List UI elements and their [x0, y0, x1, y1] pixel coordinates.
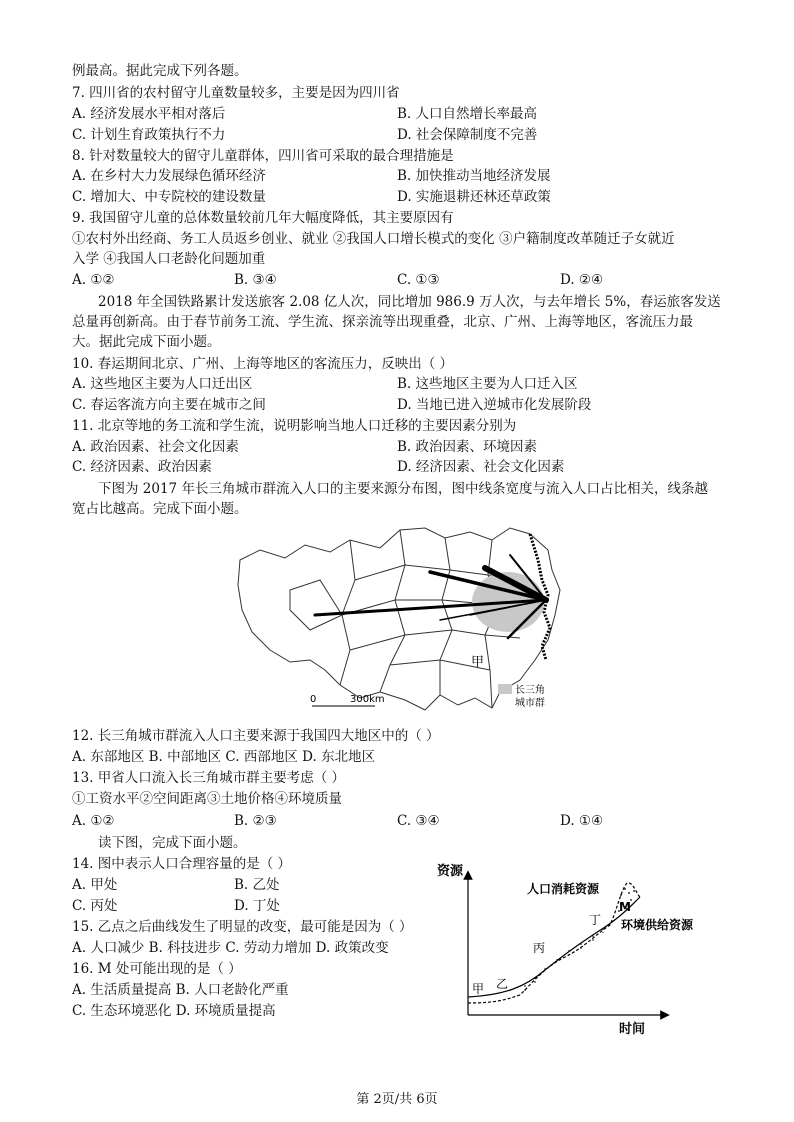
q7-option-b: B. 人口自然增长率最高: [397, 106, 538, 122]
q13-option-b: B. ②③: [234, 813, 277, 829]
q11-option-a: A. 政治因素、社会文化因素: [72, 439, 239, 455]
passage2-line1: 2018 年全国铁路累计发送旅客 2.08 亿人次，同比增加 986.9 万人次，与去年增长 5%，春运旅客发送: [98, 294, 721, 310]
passage4: 读下图，完成下面小题。: [98, 835, 247, 851]
q11-option-b: B. 政治因素、环境因素: [397, 439, 538, 455]
q16-options-ab: A. 生活质量提高 B. 人口老龄化严重: [72, 982, 289, 998]
q10-option-a: A. 这些地区主要为人口迁出区: [72, 376, 253, 392]
label-consume: 人口消耗资源: [527, 882, 600, 896]
q8-option-d: D. 实施退耕还林还草政策: [397, 189, 551, 205]
q8-stem: 8. 针对数量较大的留守儿童群体，四川省可采取的最合理措施是: [72, 148, 454, 164]
map-scale-label: 300km: [350, 694, 385, 705]
q13-statements: ①工资水平②空间距离③土地价格④环境质量: [72, 791, 342, 807]
passage3-line2: 宽占比越高。完成下面小题。: [72, 501, 248, 517]
x-axis-label: 时间: [619, 1022, 646, 1037]
migration-map: [230, 520, 610, 720]
q9-option-d: D. ②④: [560, 272, 604, 288]
q11-option-d: D. 经济因素、社会文化因素: [397, 459, 565, 475]
q7-stem: 7. 四川省的农村留守儿童数量较多，主要是因为四川省: [72, 85, 400, 101]
label-supply: 环境供给资源: [621, 918, 694, 932]
passage3-line1: 下图为 2017 年长三角城市群流入人口的主要来源分布图，图中线条宽度与流入人口占比相关，线条越: [98, 481, 708, 497]
q14-stem: 14. 图中表示人口合理容量的是（ ）: [72, 856, 292, 872]
q14-option-a: A. 甲处: [72, 877, 118, 893]
resource-graph: [435, 855, 725, 1040]
consume-curve: [468, 883, 640, 1003]
point-ding: 丁: [589, 913, 602, 927]
map-province-border: [350, 630, 520, 650]
point-bing: 丙: [533, 941, 546, 955]
q15-stem: 15. 乙点之后曲线发生了明显的改变，最可能是因为（ ）: [72, 919, 413, 935]
q13-stem: 13. 甲省人口流入长三角城市群主要考虑（ ）: [72, 770, 346, 786]
q9-statements-line1: ①农村外出经商、务工人员返乡创业、就业 ②我国人口增长模式的变化 ③户籍制度改革随迁子女就近: [72, 231, 675, 247]
q9-option-c: C. ①③: [397, 272, 440, 288]
q13-option-d: D. ①④: [560, 813, 604, 829]
q11-stem: 11. 北京等地的务工流和学生流，说明影响当地人口迁移的主要因素分别为: [72, 418, 517, 434]
q16-options-cd: C. 生态环境恶化 D. 环境质量提高: [72, 1003, 276, 1019]
map-province-border: [290, 580, 342, 630]
supply-curve: [468, 897, 640, 997]
q14-option-b: B. 乙处: [234, 877, 280, 893]
legend-swatch: [498, 684, 512, 694]
q14-option-d: D. 丁处: [234, 898, 280, 914]
point-jia: 甲: [472, 982, 485, 996]
q7-option-d: D. 社会保障制度不完善: [397, 127, 538, 143]
intro-tail: 例最高。据此完成下列各题。: [72, 63, 248, 79]
q11-option-c: C. 经济因素、政治因素: [72, 459, 212, 475]
passage2-line3: 大。据此完成下面小题。: [72, 334, 221, 350]
q14-option-c: C. 丙处: [72, 898, 118, 914]
q9-option-b: B. ③④: [234, 272, 277, 288]
q8-option-c: C. 增加大、中专院校的建设数量: [72, 189, 266, 205]
map-label-jia: 甲: [471, 655, 485, 670]
q10-option-b: B. 这些地区主要为人口迁入区: [397, 376, 578, 392]
legend-label-line1: 长三角: [515, 685, 545, 696]
q12-stem: 12. 长三角城市群流入人口主要来源于我国四大地区中的（ ）: [72, 728, 440, 744]
passage2-line2: 总量再创新高。由于春节前务工流、学生流、探亲流等出现重叠，北京、广州、上海等地区，客流压力最: [72, 314, 693, 330]
q8-option-a: A. 在乡村大力发展绿色循环经济: [72, 168, 266, 184]
q9-option-a: A. ①②: [72, 272, 115, 288]
q12-options: A. 东部地区 B. 中部地区 C. 西部地区 D. 东北地区: [72, 749, 376, 765]
q7-option-a: A. 经济发展水平相对落后: [72, 106, 226, 122]
legend-label-line2: 城市群: [515, 698, 545, 709]
q16-stem: 16. M 处可能出现的是（ ）: [72, 961, 242, 977]
q7-option-c: C. 计划生育政策执行不力: [72, 127, 226, 143]
point-m: M: [619, 900, 631, 914]
y-axis-label: 资源: [437, 864, 464, 879]
q9-statements-line2: 入学 ④我国人口老龄化问题加重: [72, 251, 266, 267]
q10-option-d: D. 当地已进入逆城市化发展阶段: [397, 397, 592, 413]
q8-option-b: B. 加快推动当地经济发展: [397, 168, 551, 184]
map-province-border: [440, 538, 452, 695]
q13-option-a: A. ①②: [72, 813, 115, 829]
point-yi: 乙: [496, 977, 509, 991]
q9-stem: 9. 我国留守儿童的总体数量较前几年大幅度降低，其主要原因有: [72, 210, 454, 226]
map-scale-zero: 0: [310, 694, 317, 705]
q13-option-c: C. ③④: [397, 813, 440, 829]
q10-stem: 10. 春运期间北京、广州、上海等地区的客流压力，反映出（ ）: [72, 356, 454, 372]
q10-option-c: C. 春运客流方向主要在城市之间: [72, 397, 266, 413]
page-footer: 第 2页/共 6页: [356, 1092, 438, 1107]
q15-options: A. 人口减少 B. 科技进步 C. 劳动力增加 D. 政策改变: [72, 940, 389, 956]
